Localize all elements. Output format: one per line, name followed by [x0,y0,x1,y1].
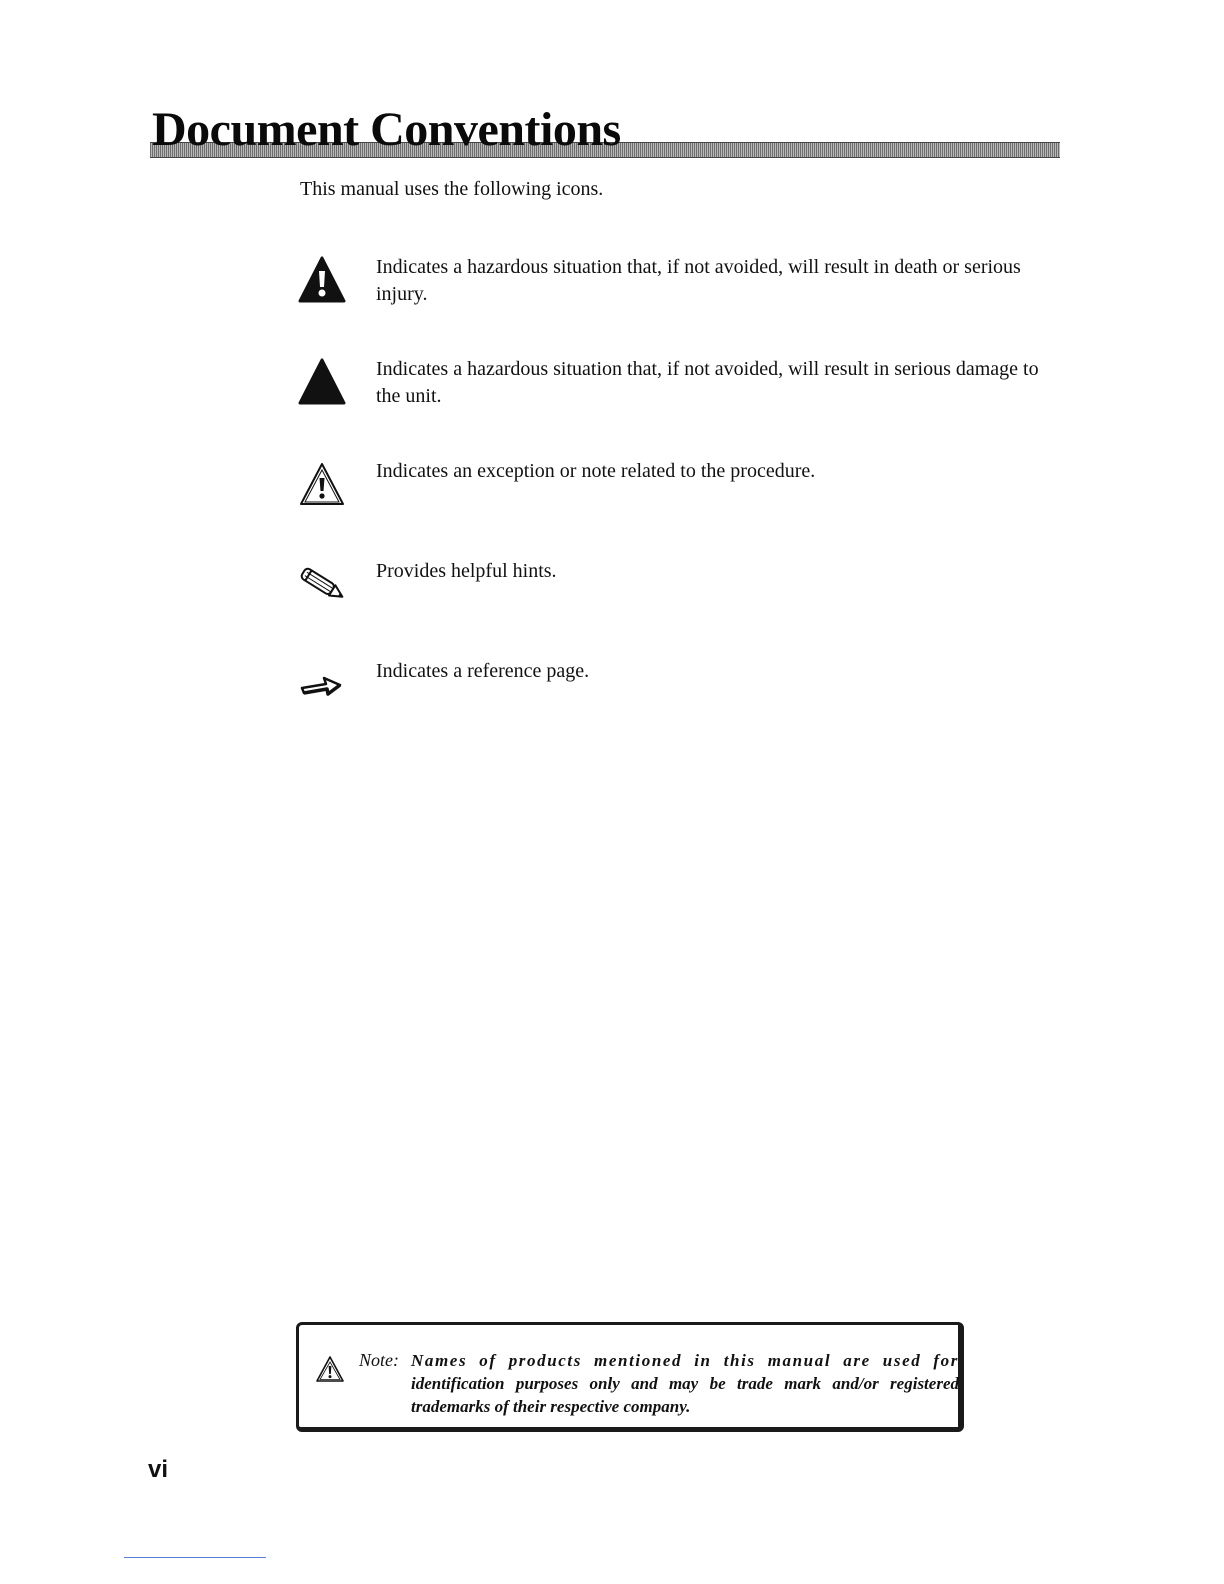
intro-text: This manual uses the following icons. [300,178,604,200]
icon-description: Indicates an exception or note related to the procedure. [376,460,816,482]
note-label: Note: [359,1350,399,1370]
icon-row-warning [296,356,1066,416]
icon-description: Indicates a reference page. [376,660,590,682]
pencil-icon [296,558,348,610]
footer-rule [124,1557,266,1558]
section-heading [150,100,1060,160]
note-text-line-1: Names of products mentioned in this manual are used for [411,1351,959,1370]
icon-row-danger [296,254,1066,314]
note-text-rest: identification purposes only and may be trade mark and/or registered trademarks of their respective company. [411,1374,959,1416]
icon-description: Indicates a hazardous situation that, if not avoided, will result in serious damage to the unit. [376,358,1039,407]
icon-row-reference [296,658,1066,718]
caution-icon [315,1355,345,1383]
page-number: vi [148,1456,169,1483]
reference-arrow-icon [296,658,348,710]
danger-icon [296,254,348,306]
note-box [296,1322,964,1432]
icon-description: Provides helpful hints. [376,560,557,582]
icon-row-hint [296,558,1066,618]
icon-row-caution [296,458,1066,518]
warning-icon [296,356,348,408]
page-title: Document Conventions [152,103,621,156]
note-text [411,1349,959,1418]
caution-icon [296,458,348,510]
icon-description: Indicates a hazardous situation that, if not avoided, will result in death or serious injury. [376,256,1021,305]
